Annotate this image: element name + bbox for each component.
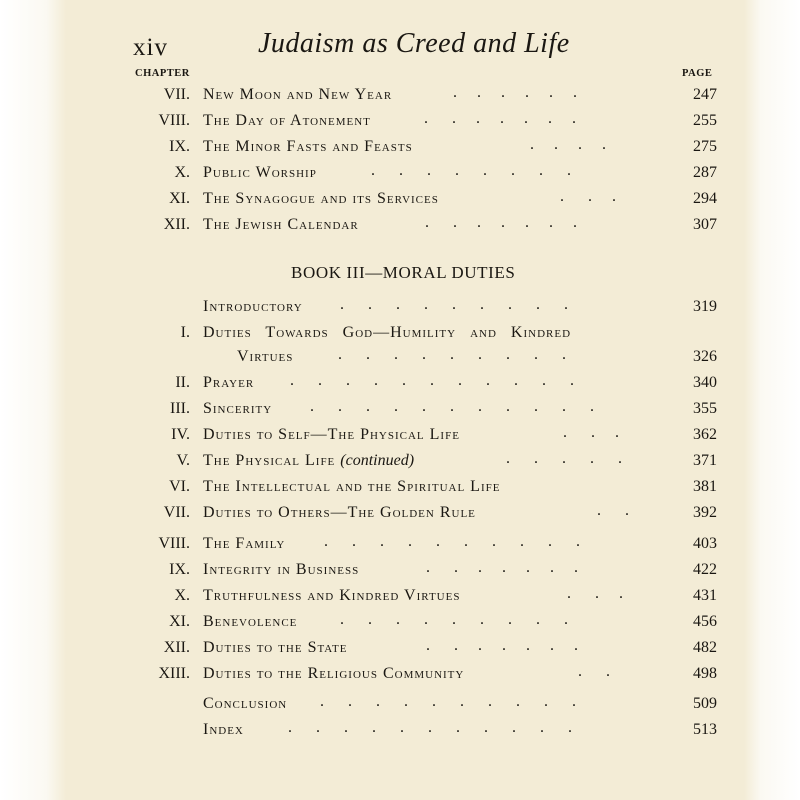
leader-dots: . . . . [530, 136, 606, 153]
page-ref: 319 [693, 298, 717, 315]
page-number: xiv [133, 34, 168, 61]
page-ref: 247 [693, 86, 717, 103]
chapter-title: Sincerity [203, 400, 273, 417]
toc-entry [0, 190, 800, 212]
chapter-title: New Moon and New Year [203, 86, 393, 103]
leader-dots: . . . . . . [453, 84, 577, 101]
chapter-title: Truthfulness and Kindred Virtues [203, 587, 461, 604]
chapter-title-note: (continued) [340, 452, 415, 469]
leader-dots: . . . [563, 424, 619, 441]
leader-dots: . . . [567, 585, 623, 602]
page-ref: 362 [693, 426, 717, 443]
chapter-number: XII. [163, 216, 190, 233]
leader-dots: . . . . . . . . . . . [310, 398, 594, 415]
page-ref: 287 [693, 164, 717, 181]
page-ref: 456 [693, 613, 717, 630]
leader-dots: . . . . . . . . . [340, 296, 568, 313]
page-ref: 381 [693, 478, 717, 495]
chapter-number: IX. [169, 561, 190, 578]
chapter-number: X. [174, 164, 190, 181]
toc-entry [0, 561, 800, 583]
chapter-number: XI. [169, 613, 190, 630]
chapter-title: The Family [203, 535, 286, 552]
toc-entry [0, 298, 800, 320]
chapter-number: I. [180, 324, 190, 341]
chapter-number: VII. [163, 504, 190, 521]
toc-entry [0, 164, 800, 186]
toc-entry [0, 535, 800, 557]
page-ref: 431 [693, 587, 717, 604]
chapter-number: V. [176, 452, 190, 469]
chapter-title: Index [203, 721, 244, 738]
page-ref: 509 [693, 695, 717, 712]
chapter-number: X. [174, 587, 190, 604]
chapter-title: Benevolence [203, 613, 298, 630]
chapter-title: The Intellectual and the Spiritual Life [203, 478, 501, 495]
section-heading: BOOK III—MORAL DUTIES [291, 263, 516, 282]
chapter-title: Duties to the State [203, 639, 348, 656]
toc-entry [0, 138, 800, 160]
chapter-number: XII. [163, 639, 190, 656]
toc-entry-continuation [0, 348, 800, 370]
leader-dots: . . . . . . . [424, 110, 576, 127]
page-ref: 307 [693, 216, 717, 233]
toc-entry [0, 665, 800, 687]
chapter-title: Prayer [203, 374, 255, 391]
chapter-number: XI. [169, 190, 190, 207]
page-ref: 355 [693, 400, 717, 417]
leader-dots: . . . . . . . [426, 637, 578, 654]
toc-entry [0, 721, 800, 743]
chapter-title: Conclusion [203, 695, 288, 712]
chapter-title [203, 452, 414, 470]
page-header [0, 28, 800, 64]
chapter-number: IX. [169, 138, 190, 155]
chapter-title: The Day of Atonement [203, 112, 371, 129]
leader-dots: . . . . . . . . . . [320, 693, 576, 710]
leader-dots: . . . [560, 188, 616, 205]
toc-entry [0, 112, 800, 134]
chapter-number: IV. [171, 426, 190, 443]
page-ref: 294 [693, 190, 717, 207]
leader-dots: . . . . . . . . . [340, 611, 568, 628]
chapter-number: III. [170, 400, 190, 417]
chapter-title: Duties Towards God—Humility and Kindred [203, 324, 572, 341]
chapter-title-main: The Physical Life [203, 452, 336, 469]
chapter-number: VII. [163, 86, 190, 103]
chapter-title: Introductory [203, 298, 303, 315]
toc-entry [0, 86, 800, 108]
toc-entry [0, 587, 800, 609]
leader-dots: . . [578, 663, 610, 680]
chapter-number: XIII. [158, 665, 190, 682]
page-ref: 498 [693, 665, 717, 682]
leader-dots: . . [597, 502, 629, 519]
toc-entry [0, 216, 800, 238]
chapter-title: Duties to the Religious Community [203, 665, 465, 682]
chapter-title: Duties to Self—The Physical Life [203, 426, 460, 443]
leader-dots: . . . . . . . [425, 214, 577, 231]
page-ref: 422 [693, 561, 717, 578]
toc-entry [0, 504, 800, 526]
toc-entry [0, 613, 800, 635]
chapter-title: The Jewish Calendar [203, 216, 359, 233]
toc-entry [0, 478, 800, 500]
toc-entry [0, 374, 800, 396]
toc-entry [0, 324, 800, 346]
toc-entry [0, 452, 800, 474]
leader-dots: . . . . . . . [426, 559, 578, 576]
toc-entry [0, 695, 800, 717]
page-ref: 275 [693, 138, 717, 155]
leader-dots: . . . . . . . . . . . [290, 372, 574, 389]
page-ref: 340 [693, 374, 717, 391]
chapter-title-continuation: Virtues [237, 348, 294, 365]
leader-dots: . . . . . . . . . . [324, 533, 580, 550]
running-title: Judaism as Creed and Life [258, 28, 570, 59]
chapter-number: VIII. [158, 535, 190, 552]
chapter-title: Duties to Others—The Golden Rule [203, 504, 476, 521]
chapter-title: The Synagogue and its Services [203, 190, 439, 207]
chapter-title: Public Worship [203, 164, 317, 181]
page-ref: 255 [693, 112, 717, 129]
page-ref: 513 [693, 721, 717, 738]
leader-dots: . . . . . . . . [371, 162, 571, 179]
chapter-number: II. [175, 374, 190, 391]
page-column-label: PAGE [682, 68, 713, 79]
chapter-number: VI. [169, 478, 190, 495]
toc-entry [0, 426, 800, 448]
leader-dots: . . . . . [506, 450, 622, 467]
leader-dots: . . . . . . . . . . . [288, 719, 572, 736]
chapter-title: Integrity in Business [203, 561, 360, 578]
leader-dots: . . . . . . . . . [338, 346, 566, 363]
page-ref: 482 [693, 639, 717, 656]
toc-entry [0, 400, 800, 422]
page-ref: 326 [693, 348, 717, 365]
chapter-number: VIII. [158, 112, 190, 129]
page-ref: 403 [693, 535, 717, 552]
chapter-title: The Minor Fasts and Feasts [203, 138, 413, 155]
page-ref: 392 [693, 504, 717, 521]
toc-entry [0, 639, 800, 661]
chapter-column-label: CHAPTER [135, 68, 190, 79]
page-ref: 371 [693, 452, 717, 469]
